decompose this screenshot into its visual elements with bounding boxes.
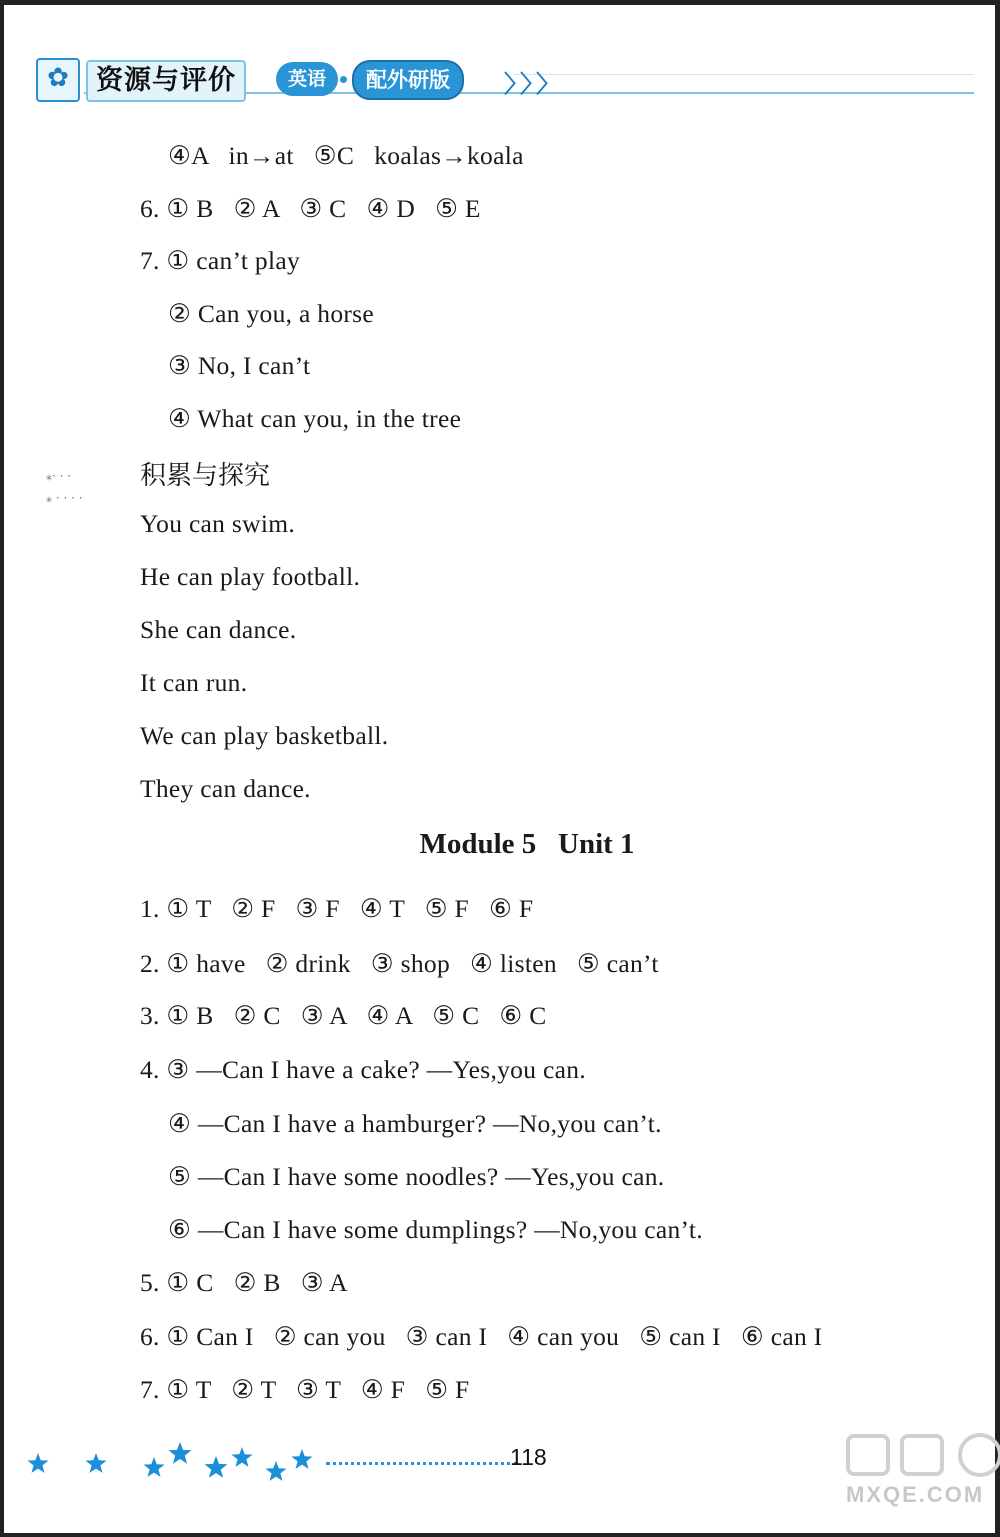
page-number: 118: [510, 1444, 547, 1470]
sentence-line: He can play football.: [140, 562, 361, 591]
sentence-line: You can swim.: [140, 509, 296, 538]
subject-badge: 英语: [276, 62, 338, 96]
star-icon: [144, 1457, 165, 1477]
answer-line: 5. ① C ② B ③ A: [140, 1268, 348, 1297]
star-icon: [169, 1442, 192, 1464]
answer-line: ⑤ —Can I have some noodles? —Yes,you can.: [168, 1162, 665, 1191]
edition-badge: 配外研版: [352, 60, 464, 100]
module-title: Module 5 Unit 1: [419, 828, 635, 860]
sentence-line: They can dance.: [140, 774, 311, 803]
answer-line: 4. ③ —Can I have a cake? —Yes,you can.: [140, 1055, 586, 1084]
answer-line: 6. ① Can I ② can you ③ can I ④ can you ⑤ can I ⑥ can I: [140, 1322, 823, 1351]
scan-border-right: [995, 0, 1000, 1537]
sentence-line: It can run.: [140, 668, 248, 697]
answer-line: 1. ① T ② F ③ F ④ T ⑤ F ⑥ F: [140, 894, 534, 923]
answer-line: ④A in→at ⑤C koalas→koala: [168, 141, 524, 170]
answer-line: ② Can you, a horse: [168, 299, 375, 328]
section-heading: 积累与探究: [140, 461, 271, 491]
answer-line: ④ What can you, in the tree: [168, 404, 462, 433]
star-icon: [86, 1453, 107, 1473]
answer-line: ③ No, I can’t: [168, 351, 311, 380]
star-icon: [232, 1447, 253, 1467]
star-decoration-icon: [20, 1438, 320, 1498]
header-rule-thin: [514, 74, 974, 75]
sentence-line: We can play basketball.: [140, 721, 389, 750]
answer-line: 6. ① B ② A ③ C ④ D ⑤ E: [140, 194, 481, 223]
star-icon: [205, 1456, 228, 1478]
chevron-right-icon: 〉〉〉: [504, 70, 564, 98]
scan-border-bottom: [0, 1533, 1000, 1537]
star-icon: [266, 1461, 287, 1481]
margin-scribbles: ⁎· · · ⁎ · · · ·: [46, 469, 83, 505]
scan-border-top: [0, 0, 1000, 5]
page-footer: [20, 1438, 985, 1507]
scan-border-left: [0, 0, 4, 1537]
answer-line: 7. ① can’t play: [140, 246, 301, 275]
watermark-text: MXQE.COM: [846, 1482, 985, 1507]
star-icon: [292, 1449, 313, 1469]
answer-line: ⑥ —Can I have some dumplings? —No,you can’t.: [168, 1215, 703, 1244]
separator-dot: [340, 76, 347, 83]
book-logo-icon: ✿: [36, 58, 80, 102]
answer-line: 7. ① T ② T ③ T ④ F ⑤ F: [140, 1375, 470, 1404]
sentence-line: She can dance.: [140, 615, 297, 644]
page-header: [34, 56, 974, 108]
star-icon: [28, 1453, 49, 1473]
answer-line: ④ —Can I have a hamburger? —No,you can’t.: [168, 1109, 662, 1138]
book-title: 资源与评价: [86, 60, 246, 102]
answer-line: 3. ① B ② C ③ A ④ A ⑤ C ⑥ C: [140, 1001, 547, 1030]
answer-line: 2. ① have ② drink ③ shop ④ listen ⑤ can’t: [140, 949, 659, 978]
footer-dotted-rule: [326, 1462, 518, 1465]
